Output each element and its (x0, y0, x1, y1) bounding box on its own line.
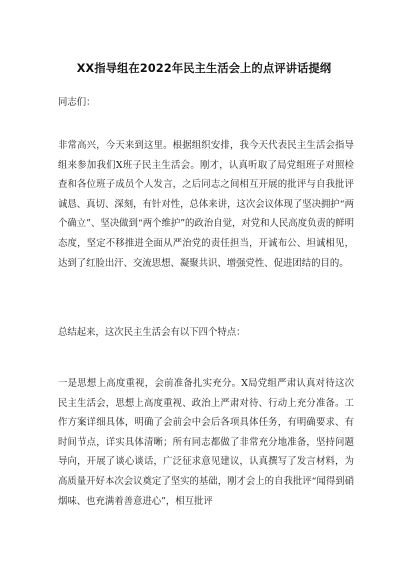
document-title: XX指导组在2022年民主生活会上的点评讲话提纲 (76, 62, 332, 75)
paragraph-summary-intro: 总结起来，这次民主生活会有以下四个特点： (58, 327, 246, 338)
salutation: 同志们： (58, 97, 96, 108)
paragraph-opening: 非常高兴，今天来到这里。根据组织安排，我今天代表民主生活会指导组来参加我们X班子民主生活会。刚才，认真听取了局党组班子对照检查和各位班子成员个人发言，之后同志之间相互开展的批评与自我批评诚恳、真切、深刻，有针对性，总体来讲，这次会议体现了坚决拥护“两个确立”、坚决做到“两个维护”的政治自觉，对党和人民高度负责的鲜明态度，坚定不移推进全面从严治党的责任担当，开诚布公、坦诚相见，达到了红脸出汗、交流思想、凝聚共识、增强党性、促进团结的目的。 (58, 140, 354, 269)
paragraph-feature-one: 一是思想上高度重视，会前准备扎实充分。X局党组严肃认真对待这次民主生活会，思想上高度重视、政治上严肃对待、行动上充分准备。工作方案详细具体，明确了会前会中会后各项具体任务，有明确要求、有时间节点，详实具体清晰；所有同志都做了非常充分地准备，坚持问题导向，开展了谈心谈话，广泛征求意见建议，认真撰写了发言材料，为高质量开好本次会议奠定了坚实的基础，刚才会上的自我批评“闻得到硝烟味、也充满着善意进心”，相互批评 (58, 378, 354, 507)
